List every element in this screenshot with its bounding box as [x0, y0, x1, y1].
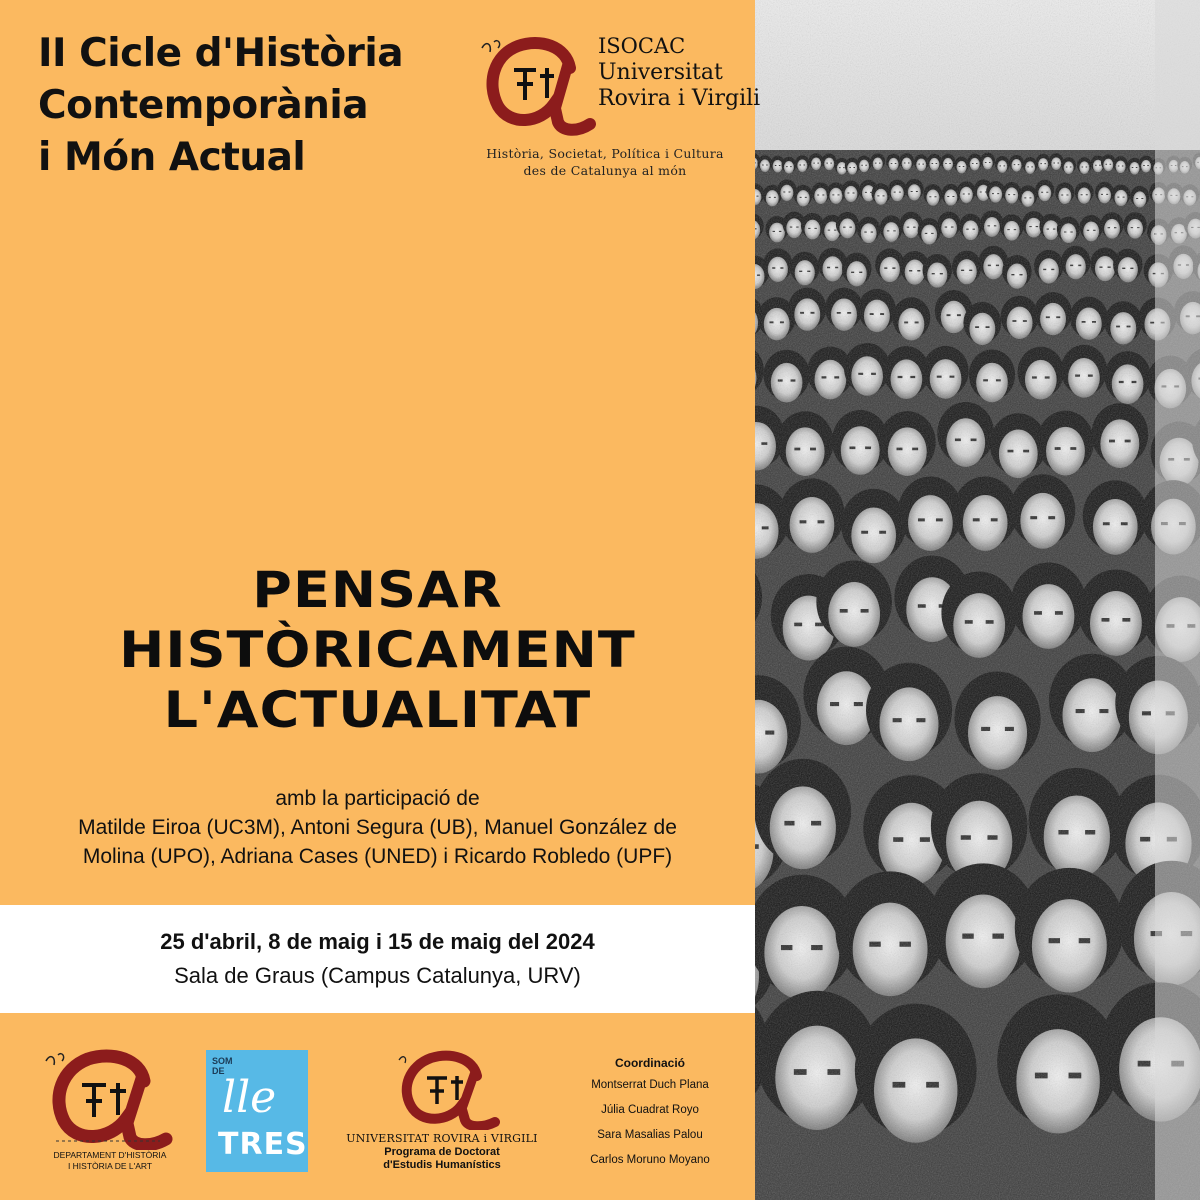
event-dates: 25 d'abril, 8 de maig i 15 de maig del 2024	[160, 929, 595, 954]
participants	[0, 784, 755, 871]
coordinator-name: Sara Masalias Palou	[597, 1129, 703, 1141]
isocac-acronym: ISOCAC	[598, 34, 686, 58]
department-logo-icon	[40, 1045, 180, 1150]
urv-logo-icon	[395, 1048, 505, 1130]
main-title-line: HISTÒRICAMENT	[119, 621, 636, 679]
letters-icon	[206, 1050, 308, 1172]
main-title-line: PENSAR	[252, 561, 503, 619]
cycle-title-line: II Cicle d'Història	[38, 31, 404, 76]
cycle-title-line: i Món Actual	[38, 135, 306, 180]
department-caption	[40, 1150, 180, 1172]
somdelletres-word-bottom: TRES	[218, 1127, 308, 1162]
crowd-photo	[755, 0, 1200, 1200]
date-band	[0, 905, 755, 1013]
coordination	[560, 1053, 740, 1173]
somdelletres-logo	[206, 1050, 308, 1172]
university-name-line: Rovira i Virgili	[598, 86, 761, 111]
coordinator-name: Carlos Moruno Moyano	[590, 1154, 710, 1166]
somdelletres-word-top: lle	[222, 1072, 277, 1123]
main-title-line: L'ACTUALITAT	[163, 681, 592, 739]
participants-line: Molina (UPO), Adriana Cases (UNED) i Ricardo Robledo (UPF)	[82, 845, 673, 868]
department-caption-line: DEPARTAMENT D'HISTÒRIA	[53, 1150, 167, 1160]
isocac-identity	[598, 32, 760, 112]
urv-name: UNIVERSITAT ROVIRA i VIRGILI	[346, 1132, 538, 1145]
doctoral-program-line: d'Estudis Humanístics	[383, 1159, 501, 1171]
tagline-line: Història, Societat, Política i Cultura	[486, 146, 724, 161]
somdelletres-small-line: DE	[212, 1066, 225, 1076]
crowd-photo-svg	[755, 0, 1200, 1200]
main-title	[0, 560, 755, 740]
participants-intro: amb la participació de	[275, 787, 480, 810]
tagline-line: des de Catalunya al món	[523, 163, 687, 178]
doctoral-program	[342, 1146, 542, 1172]
participants-line: Matilde Eiroa (UC3M), Antoni Segura (UB), Manuel González de	[78, 816, 677, 839]
doctoral-program-line: Programa de Doctorat	[384, 1146, 500, 1158]
isocac-tagline	[480, 145, 730, 179]
cycle-title-line: Contemporània	[38, 83, 369, 128]
university-name-line: Universitat	[598, 60, 723, 85]
cycle-title	[38, 28, 403, 184]
isocac-logo-icon	[478, 28, 598, 138]
coordination-heading: Coordinació	[614, 1056, 685, 1070]
coordinator-name: Júlia Cuadrat Royo	[601, 1104, 699, 1116]
somdelletres-small-line: SOM	[212, 1056, 233, 1066]
coordinator-name: Montserrat Duch Plana	[591, 1079, 709, 1091]
department-caption-line: I HISTÒRIA DE L'ART	[67, 1161, 153, 1171]
event-venue: Sala de Graus (Campus Catalunya, URV)	[174, 963, 581, 988]
